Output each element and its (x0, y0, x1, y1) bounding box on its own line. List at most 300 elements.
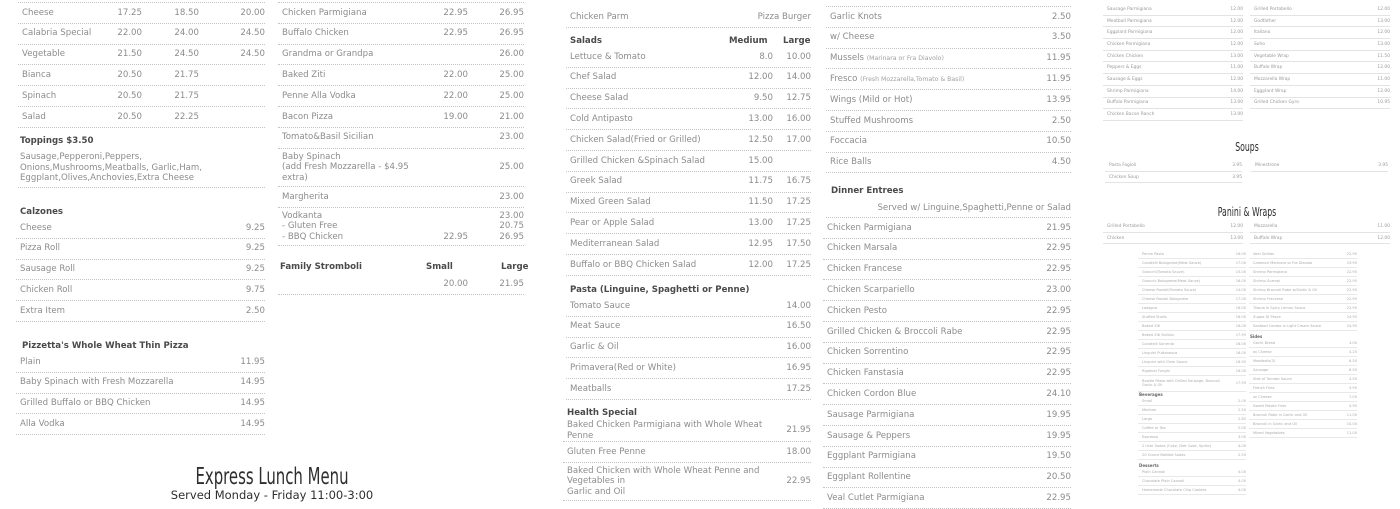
menu-item-name (18, 70, 101, 81)
menu-item-price: 19.00 (443, 111, 468, 122)
menu-item-name (823, 264, 1011, 275)
menu-item-row (16, 301, 265, 322)
menu-item-price: 22.95 (443, 28, 468, 39)
menu-item-name (278, 112, 411, 123)
menu-item-price: 12.00 (1377, 235, 1390, 241)
menu-item-row (1138, 406, 1246, 415)
menu-item-price: 17.25 (786, 259, 811, 270)
menu-item-price: 13.00 (1377, 41, 1390, 47)
menu-item-row (1249, 322, 1357, 331)
menu-item-label: Chicken Parmigiana (282, 7, 367, 18)
menu-item-price: 17.95 (1235, 381, 1246, 386)
menu-item-price: 22.95 (786, 476, 811, 487)
menu-item-row (1249, 304, 1357, 313)
menu-item-label: Shrimp Broccoli Rabe w/Garlic & Oil (1253, 287, 1318, 292)
menu-item-row (823, 280, 1071, 301)
menu-item-price: 16.00 (1235, 278, 1246, 283)
pasta-dinners-list (1138, 250, 1246, 392)
menu-item-row (1138, 415, 1246, 424)
menu-item-label: Garlic Knots (830, 11, 882, 22)
menu-item-name (1103, 54, 1223, 59)
menu-item-price: 2.00 (1237, 398, 1246, 403)
menu-item-row (16, 373, 265, 394)
menu-item-name (566, 363, 751, 374)
menu-item-label: Sweet Potato Fries (1253, 403, 1287, 408)
menu-item-price: 12.00 (748, 259, 773, 270)
menu-item-row (1103, 86, 1243, 98)
menu-item-label: Tilapia in Spicy Lemon Sauce (1253, 305, 1306, 310)
menu-item-name (1250, 65, 1370, 70)
menu-item-label: Rice Balls (830, 157, 872, 168)
menu-item-row (1249, 366, 1357, 375)
panini-right-list (1250, 221, 1390, 244)
menu-item-label: Penne Pasta (1142, 251, 1164, 256)
menu-item-name (278, 8, 411, 19)
menu-item-label: Chicken (1107, 235, 1125, 241)
menu-item-label: Coffee or Tea (1142, 425, 1166, 430)
menu-item-row (1249, 429, 1357, 438)
menu-item-name (566, 114, 729, 125)
menu-item-row (1138, 313, 1246, 322)
menu-item-label: Vodkanta - Gluten Free - BBQ Chicken (282, 210, 344, 242)
menu-item-label: Eggplant Rollentine (827, 472, 911, 483)
menu-item-row (1250, 86, 1390, 98)
menu-item-label: Greek Salad (570, 176, 623, 187)
menu-item-price: 23.00 20.75 26.95 (499, 210, 524, 242)
menu-item-row (1103, 4, 1243, 16)
menu-item-row (826, 153, 1071, 174)
menu-item-price: 9.50 (753, 93, 773, 104)
dinner-entrees-list (823, 218, 1071, 509)
menu-item-name (1250, 19, 1370, 24)
menu-item-label: Veal Sicilian (1253, 251, 1275, 256)
menu-item-row (1249, 348, 1357, 357)
menu-item-label: Lettuce & Tomato (570, 51, 646, 62)
menu-item-label: Gluten Free Penne (567, 446, 646, 457)
menu-item-label: w/ Cheese (1253, 394, 1272, 399)
menu-item-name (826, 74, 1011, 86)
menu-item-label: Grilled Chicken & Broccoli Rabe (827, 326, 963, 337)
menu-item-name (16, 285, 205, 296)
menu-item-price: 12.00 (1377, 65, 1390, 71)
menu-item-name (1138, 426, 1230, 430)
menu-item-name (1249, 395, 1341, 399)
menu-item-label: Pasta Fagioli (1109, 162, 1137, 168)
menu-item-price: 3.95 (1348, 385, 1357, 390)
salads-header: Salads (570, 36, 602, 46)
menu-item-price: 21.95 (499, 278, 524, 289)
menu-item-name (1138, 360, 1230, 364)
menu-item-name (278, 132, 411, 143)
menu-item-row (566, 172, 811, 193)
menu-item-name (566, 384, 751, 395)
menu-item-label: Alla Vodka (20, 419, 65, 430)
menu-item-name (1138, 315, 1230, 319)
menu-item-price: 13.00 (1230, 235, 1243, 241)
menu-item-label: Margherita (282, 191, 329, 202)
menu-item-price: 16.95 (1235, 359, 1246, 364)
menu-item-price: 17.25 (117, 7, 142, 18)
menu-item-label: Cheese (20, 222, 52, 233)
menu-item-row (823, 218, 1071, 239)
menu-item-price: 11.00 (1230, 65, 1243, 71)
menu-item-label: Medium (1142, 407, 1157, 412)
menu-item-row (1138, 259, 1246, 268)
menu-item-row (566, 47, 811, 68)
menu-item-price: 21.75 (174, 70, 199, 81)
menu-item-name (1103, 7, 1223, 12)
menu-item-name (1138, 297, 1230, 301)
menu-item-price: 17.95 (1235, 332, 1246, 337)
menu-item-price: 2.50 (245, 305, 265, 316)
menu-item-row (1103, 51, 1243, 63)
menu-item-price: 19.95 (1046, 430, 1071, 441)
menu-item-row (16, 239, 265, 260)
menu-item-name (566, 72, 729, 83)
menu-item-price: 10.50 (1046, 136, 1071, 147)
menu-item-price: 11.95 (1046, 53, 1071, 64)
menu-item-row (566, 151, 811, 172)
menu-item-name (1249, 350, 1341, 354)
desserts-header: Desserts (1139, 463, 1159, 468)
menu-item-name (566, 12, 721, 23)
menu-item-price: 22.95 (1346, 305, 1357, 310)
menu-item-price: 23.00 (499, 132, 524, 143)
menu-item-row (1249, 357, 1357, 366)
menu-item-price: 23.00 (1046, 285, 1071, 296)
menu-item-price: 21.95 (786, 425, 811, 436)
menu-item-label: Homemade Chocolate Chip Cookies (1142, 487, 1207, 492)
menu-item-price: 10.00 (786, 51, 811, 62)
menu-item-label: Wings (Mild or Hot) (830, 94, 913, 105)
menu-item-row (1250, 51, 1390, 63)
menu-item-price: 22.95 (1346, 251, 1357, 256)
menu-item-row (823, 301, 1071, 322)
menu-item-name (566, 176, 729, 187)
menu-item-price: 16.00 (1235, 368, 1246, 373)
menu-item-name (1249, 261, 1341, 265)
menu-item-row (1249, 402, 1357, 411)
menu-item-price: 20.00 (443, 278, 468, 289)
menu-item-name (566, 239, 729, 250)
menu-item-name (823, 327, 1011, 338)
menu-item-price: 24.95 (1346, 323, 1357, 328)
menu-item-row (566, 317, 811, 338)
menu-item-price: 9.75 (245, 285, 265, 296)
menu-item-price: 11.00 (1346, 412, 1357, 417)
menu-item-label: Sausage Parmigiana (1107, 6, 1152, 12)
menu-item-name (1138, 261, 1230, 265)
stromboli-large-label: Large (501, 262, 529, 272)
menu-item-price: 22.95 (1046, 264, 1071, 275)
menu-item-name (566, 156, 729, 167)
menu-item-name (823, 451, 1011, 462)
menu-item-price: 14.95 (240, 377, 265, 388)
menu-item-price: 2.50 (1237, 452, 1246, 457)
menu-item-row (1249, 411, 1357, 420)
menu-item-label: Shrimp Parmigiana (1107, 88, 1149, 94)
menu-item-price: 10.00 (1346, 421, 1357, 426)
menu-item-row (1249, 268, 1357, 277)
menu-item-row (16, 260, 265, 281)
panini-left-list (1103, 221, 1243, 244)
menu-item-name (1103, 19, 1223, 24)
menu-item-row (18, 24, 265, 45)
menu-item-name (1251, 163, 1368, 168)
menu-item-price: 22.95 (1046, 368, 1071, 379)
menu-item-label: Tomato&Basil Sicilian (282, 132, 374, 143)
menu-item-row (1138, 451, 1246, 460)
menu-item-label: Mozzarella Wrap (1254, 76, 1291, 82)
menu-item-label: Gnocchi(Tomato Sauce) (1142, 269, 1185, 274)
menu-item-row (566, 193, 811, 214)
menu-item-row (1138, 268, 1246, 277)
menu-item-price: 12.95 (748, 238, 773, 249)
menu-item-price: 7.00 (1348, 394, 1357, 399)
top-list (566, 7, 811, 28)
menu-item-label: Chicken Soup (1109, 174, 1139, 180)
menu-item-price: 17.50 (786, 238, 811, 249)
menu-item-label: Eggplant Wrap (1254, 88, 1287, 94)
menu-item-name (1138, 408, 1230, 412)
menu-item-label: Side of Tomato Sauce (1253, 376, 1292, 381)
menu-item-label: Penne Alla Vodka (282, 90, 356, 101)
menu-item-row (16, 280, 265, 301)
menu-item-row (1105, 172, 1242, 184)
menu-item-name (1249, 306, 1341, 310)
menu-item-name (563, 466, 781, 498)
menu-item-price: 22.00 (117, 28, 142, 39)
menu-item-price: 14.00 (786, 300, 811, 311)
menu-item-price: 6.50 (1348, 367, 1357, 372)
menu-item-row (1138, 340, 1246, 349)
menu-item-label: Minestrone (1255, 162, 1280, 168)
menu-item-price: 13.00 (748, 218, 773, 229)
menu-item-row (278, 65, 524, 86)
menu-item-price: 24.50 (240, 49, 265, 60)
menu-item-label: Chicken Marsala (827, 243, 898, 254)
menu-item-price: 15.00 (748, 155, 773, 166)
menu-item-name (1103, 30, 1223, 35)
menu-item-row (1138, 367, 1246, 376)
menu-item-name (1250, 30, 1370, 35)
menu-item-label: Garlic & Oil (570, 342, 619, 353)
pasta-list (566, 296, 811, 400)
menu-item-row (1103, 39, 1243, 51)
menu-item-name (1138, 324, 1230, 328)
menu-item-price: 3.50 (1051, 32, 1071, 43)
menu-item-name (278, 70, 411, 81)
stromboli-small-label: Small (426, 262, 453, 272)
desserts-list (1138, 468, 1246, 495)
menu-item-label: Pear or Apple Salad (570, 218, 655, 229)
menu-item-price: 11.75 (748, 176, 773, 187)
menu-item-price: 14.00 (1235, 287, 1246, 292)
menu-item-name (1249, 315, 1341, 319)
menu-item-label: Baked Ziti Sicilian (1142, 332, 1174, 337)
menu-item-name (1249, 359, 1341, 363)
menu-item-price: 22.95 (1046, 493, 1071, 503)
menu-item-price: 14.00 (1230, 88, 1243, 94)
menu-item-row (278, 274, 524, 295)
menu-item-price: 22.95 (1046, 326, 1071, 337)
menu-item-label: Bowtie Pasta with Grilled Sausage, Broccoli Garlic & Oil (1142, 379, 1220, 388)
menu-item-label: Pizza Roll (20, 243, 61, 254)
menu-item-label: Lasagna (1142, 305, 1158, 310)
menu-item-price: 24.00 (174, 28, 199, 39)
menu-item-price: 17.25 (786, 197, 811, 208)
menu-item-name (1138, 488, 1230, 492)
menu-item-label: Grilled Chicken Gyro (1254, 100, 1299, 106)
menu-item-price: 16.00 (786, 114, 811, 125)
menu-item-label: Cheese Ravioli(Tomato Sauce) (1142, 287, 1197, 292)
menu-item-row (1103, 98, 1243, 110)
menu-item-name (566, 197, 729, 208)
menu-item-name (566, 52, 729, 63)
menu-item-label: w/ Cheese (830, 32, 875, 43)
menu-item-name (18, 112, 101, 123)
menu-item-row (1138, 331, 1246, 340)
menu-item-row (16, 394, 265, 415)
menu-item-price: 2.50 (1051, 115, 1071, 126)
menu-item-label: Mozzarella (1254, 223, 1278, 229)
menu-item-name (16, 357, 205, 368)
menu-item-row (1250, 39, 1390, 51)
menu-item-price: 11.00 (1377, 76, 1390, 82)
menu-item-price: 4.00 (1237, 487, 1246, 492)
menu-item-name (16, 419, 205, 430)
menu-item-name (826, 53, 1011, 65)
menu-item-label: Eggplant Parmigiana (827, 451, 917, 462)
menu-item-row (1249, 259, 1357, 268)
menu-item-row (826, 132, 1071, 153)
menu-item-label: Buffalo Chicken (282, 28, 349, 39)
menu-item-price: 3.95 (1232, 174, 1242, 180)
menu-item-label: Cavatelli Sorrento (1142, 341, 1175, 346)
menu-item-label: Chicken Salad(Fried or Grilled) (570, 134, 701, 145)
menu-item-name (1249, 422, 1341, 426)
menu-item-price: 22.00 (443, 70, 468, 81)
menu-item-label: French Fries (1253, 385, 1275, 390)
menu-item-label: Salad (22, 111, 46, 122)
menu-item-price: 11.00 (1346, 430, 1357, 435)
menu-item-price: 20.50 (117, 90, 142, 101)
menu-item-row (1138, 442, 1246, 451)
menu-item-name (1138, 399, 1230, 403)
menu-item-row (566, 109, 811, 130)
menu-item-name (563, 447, 781, 458)
menu-item-name (16, 243, 205, 254)
menu-item-label: Bianca (22, 70, 51, 81)
menu-item-row (1249, 384, 1357, 393)
menu-item-name (16, 306, 205, 317)
menu-item-price: 12.00 (1377, 6, 1390, 12)
menu-item-price: 16.00 (1235, 251, 1246, 256)
menu-item-name (823, 410, 1011, 421)
menu-item-row (563, 463, 811, 502)
menu-item-label: Buffalo or BBQ Chicken Salad (570, 259, 697, 270)
menu-item-label: Shrimp Francese (1253, 296, 1283, 301)
menu-item-name (1250, 42, 1370, 47)
beverages-list (1138, 397, 1246, 460)
menu-item-price: 17.00 (1235, 296, 1246, 301)
menu-item-label: Mixed Green Salad (570, 197, 651, 208)
menu-item-label: Bacon Pizza (282, 111, 333, 122)
menu-item-label: Mediterranean Salad (570, 238, 660, 249)
menu-item-name (1138, 342, 1230, 346)
menu-item-note: (Fresh Mozzarella,Tomato & Basil) (860, 75, 965, 83)
menu-item-label: Cold Antipasto (570, 114, 633, 125)
menu-item-price: 11.95 (1046, 74, 1071, 85)
menu-item-row (823, 447, 1071, 468)
health-special-list (563, 420, 811, 501)
menu-item-price: 4.95 (1348, 403, 1357, 408)
menu-item-name (823, 243, 1011, 254)
menu-item-label: Cheese Salad (570, 93, 629, 104)
menu-item-name (1138, 288, 1230, 292)
menu-item-label: Cavatelli Bolognese(Meat Sauce) (1142, 260, 1202, 265)
menu-item-label: Sausage & Peppers (827, 430, 911, 441)
menu-item-label: Vegetable Wrap (1254, 53, 1289, 59)
menu-item-row (1249, 393, 1357, 402)
menu-item-row (278, 86, 524, 107)
menu-item-row (18, 107, 265, 128)
menu-item-label: Broccoli Rabe in Garlic and Oil (1253, 412, 1308, 417)
menu-item-price: 20.50 (117, 70, 142, 81)
menu-item-row (1250, 221, 1390, 233)
menu-item-label: Chicken Parmigiana (1107, 41, 1151, 47)
menu-item-row (1250, 98, 1390, 110)
menu-item-label: Fresco (830, 73, 858, 84)
menu-item-row (1250, 62, 1390, 74)
menu-item-row (1138, 397, 1246, 406)
menu-item-price: 22.95 (443, 7, 468, 18)
menu-item-name (1138, 279, 1230, 283)
menu-item-label: Meatballs(3) (1253, 358, 1276, 363)
menu-item-row (826, 49, 1071, 70)
menu-item-row (566, 234, 811, 255)
menu-item-row (563, 420, 811, 442)
menu-item-name (1249, 279, 1341, 283)
menu-item-name (278, 192, 411, 203)
specialty-pizza-list (278, 3, 524, 246)
menu-item-row (566, 255, 811, 276)
menu-item-label: Sausage Roll (20, 264, 76, 275)
menu-item-label: Shrimp Parmigiana (1253, 269, 1288, 274)
menu-item-row (563, 442, 811, 463)
menu-item-row (823, 426, 1071, 447)
menu-item-name (1250, 89, 1370, 94)
menu-item-row (826, 69, 1071, 90)
menu-item-row (1250, 27, 1390, 39)
menu-item-row (1251, 160, 1388, 172)
menu-item-name (16, 377, 205, 388)
menu-item-price: 19.95 (1046, 409, 1071, 420)
menu-item-row (1103, 109, 1243, 121)
menu-item-name (823, 431, 1011, 442)
menu-item-name (1138, 270, 1230, 274)
menu-item-name (1138, 470, 1230, 474)
menu-item-price: 4.00 (1237, 443, 1246, 448)
menu-item-price: 21.75 (174, 90, 199, 101)
menu-item-label: Chicken Cordon Blue (827, 389, 917, 400)
menu-item-price: 14.95 (240, 398, 265, 409)
menu-item-price: 23.00 (499, 191, 524, 202)
menu-item-name (1250, 236, 1370, 241)
menu-item-row (1250, 233, 1390, 245)
menu-item-row (1103, 74, 1243, 86)
menu-item-label: Grilled Chicken &Spinach Salad (570, 155, 705, 166)
